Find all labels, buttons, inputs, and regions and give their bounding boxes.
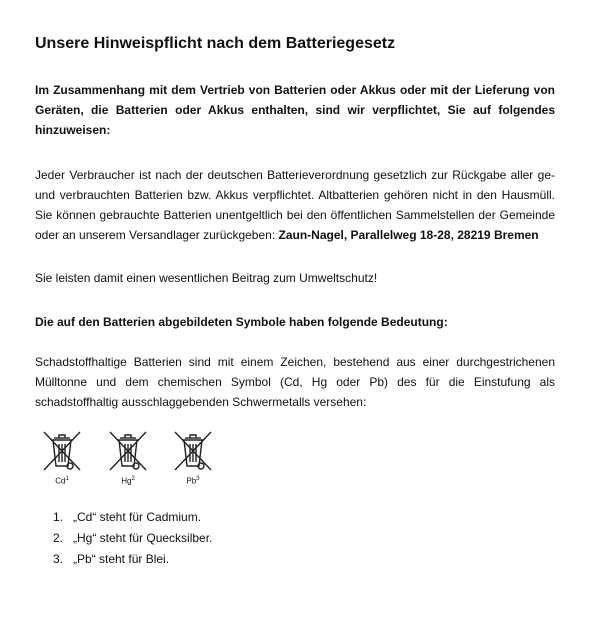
list-item	[35, 528, 212, 549]
list-number: 3.	[53, 552, 64, 566]
paragraph-line: Schadstoffhaltige Batterien sind mit einem Zeichen, bestehend aus einer durchgestrichenen	[35, 355, 555, 369]
symbol-hg	[103, 425, 153, 487]
list-number: 2.	[53, 531, 64, 545]
return-address: Zaun-Nagel, Parallelweg 18-28, 28219 Bremen	[278, 228, 539, 242]
intro-line: Geräten, die Batterien oder Akkus enthalten, sind wir verpflichtet, Sie auf folgendes	[35, 103, 555, 117]
list-number: 1.	[53, 510, 64, 524]
list-text: „Hg“ steht für Quecksilber.	[73, 531, 213, 545]
symbol-label: Hg$^2$	[121, 476, 135, 486]
list-item	[35, 507, 212, 528]
crossed-out-bin-icon	[103, 425, 153, 475]
paragraph-line: schadstoffhaltig ausschlaggebenden Schwermetalls versehen:	[35, 395, 367, 409]
page-title: Unsere Hinweispflicht nach dem Batteriegesetz	[35, 35, 396, 52]
symbol-label: Cd$^1$	[55, 476, 69, 486]
crossed-out-bin-icon	[168, 425, 218, 475]
environment-note: Sie leisten damit einen wesentlichen Beitrag zum Umweltschutz!	[35, 271, 378, 285]
symbols-heading: Die auf den Batterien abgebildeten Symbole haben folgende Bedeutung:	[35, 315, 448, 329]
symbol-pb	[168, 425, 218, 487]
symbol-label: Pb$^3$	[186, 476, 200, 486]
intro-line: hinzuweisen:	[35, 123, 111, 137]
paragraph-line: Sie können gebrauchte Batterien unentgeltlich bei den öffentlichen Sammelstellen der Gemeinde	[35, 208, 555, 222]
intro-line: Im Zusammenhang mit dem Vertrieb von Batterien oder Akkus oder mit der Lieferung von	[35, 83, 555, 97]
crossed-out-bin-icon	[37, 425, 87, 475]
list-text: „Cd“ steht für Cadmium.	[73, 510, 202, 524]
intro-paragraph	[35, 80, 555, 140]
list-item	[35, 549, 212, 570]
paragraph-line: und verbrauchten Batterien bzw. Akkus verpflichtet. Altbatterien gehören nicht in den Hausmüll.	[35, 188, 555, 202]
paragraph-text: oder an unserem Versandlager zurückgeben:	[35, 228, 279, 242]
paragraph-line: Jeder Verbraucher ist nach der deutschen Batterieverordnung gesetzlich zur Rückgabe aller ge-	[35, 168, 555, 182]
list-text: „Pb“ steht für Blei.	[73, 552, 170, 566]
symbols-paragraph	[35, 352, 555, 412]
symbol-legend-list	[35, 507, 212, 570]
return-obligation-paragraph	[35, 165, 555, 245]
battery-symbols	[35, 425, 235, 487]
paragraph-line	[35, 228, 539, 242]
paragraph-line: Mülltonne und dem chemischen Symbol (Cd, Hg oder Pb) des für die Einstufung als	[35, 375, 555, 389]
symbol-cd	[37, 425, 87, 487]
